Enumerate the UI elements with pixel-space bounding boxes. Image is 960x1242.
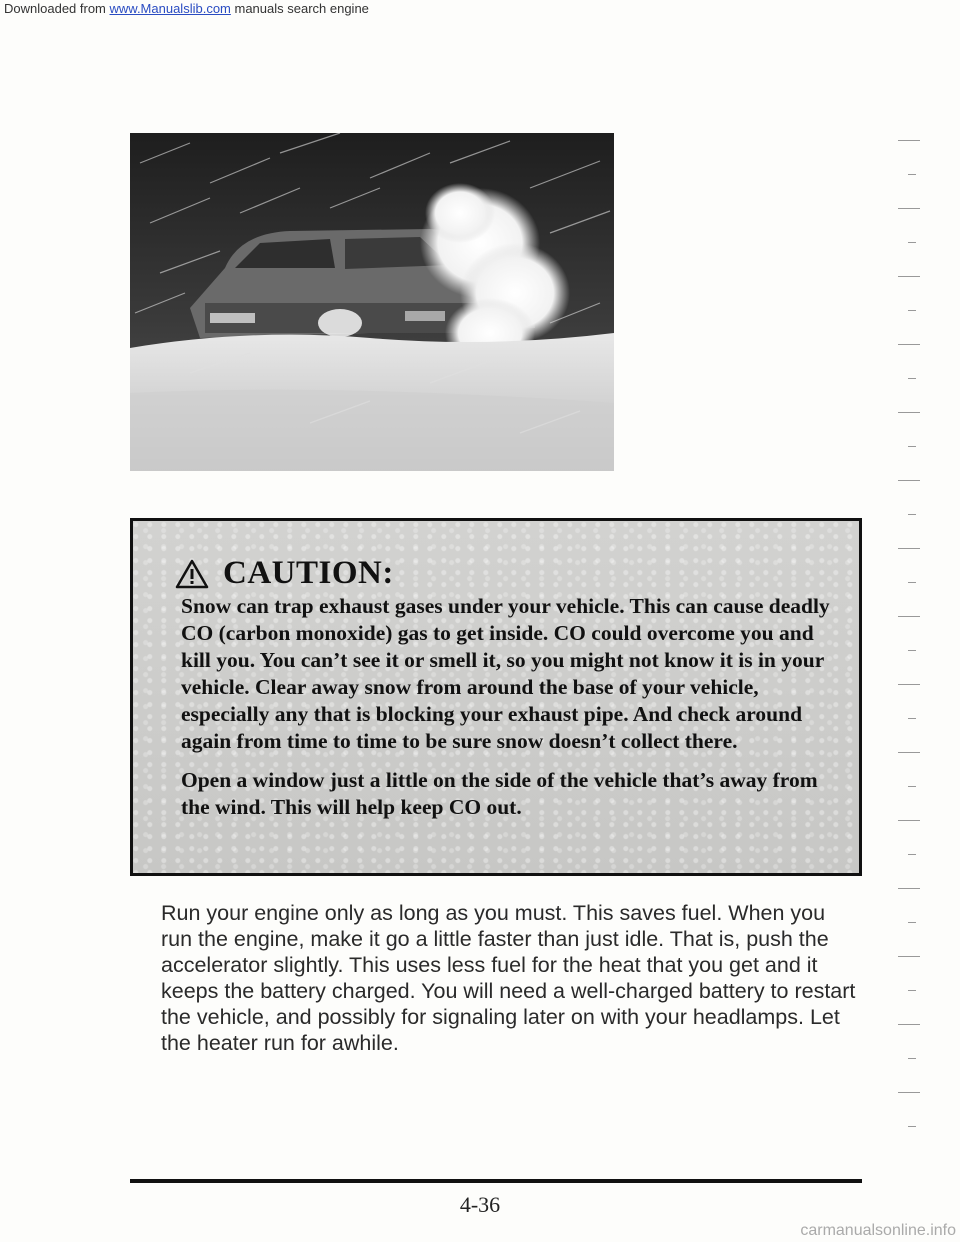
edge-tick (898, 208, 920, 209)
caution-box (130, 518, 862, 876)
edge-tick (908, 1126, 916, 1127)
download-banner (0, 0, 373, 17)
edge-tick (898, 412, 920, 413)
caution-paragraph: Snow can trap exhaust gases under your vehicle. This can cause deadly CO (carbon monoxide) gas to get inside. CO could overcome you and kill you. You can’t see it or smell it, so you might not know it is in your vehicle. Clear away snow from around the base of your vehicle, especially any that is blocking your exhaust pipe. And check around again from time to time to be sure snow doesn’t collect there. (181, 594, 830, 753)
edge-tick (908, 242, 916, 243)
body-text (161, 900, 861, 1056)
manualslib-link[interactable]: www.Manualslib.com (109, 1, 231, 16)
edge-tick (908, 650, 916, 651)
edge-tick (908, 514, 916, 515)
caution-body (181, 593, 831, 833)
page-number: 4-36 (459, 1192, 501, 1217)
caution-header (175, 555, 394, 592)
edge-tick (898, 140, 920, 141)
banner-prefix: Downloaded from (4, 1, 110, 16)
edge-tick (908, 786, 916, 787)
edge-tick (908, 174, 916, 175)
edge-tick (898, 752, 920, 753)
edge-tick (898, 1024, 920, 1025)
edge-tick (908, 990, 916, 991)
caution-paragraph: Open a window just a little on the side of the vehicle that’s away from the wind. This will help keep CO out. (181, 768, 818, 819)
edge-tick (898, 888, 920, 889)
edge-tick (898, 616, 920, 617)
edge-tick (898, 276, 920, 277)
warning-triangle-icon (175, 559, 209, 589)
edge-tick (908, 582, 916, 583)
edge-tick (908, 1058, 916, 1059)
edge-tick (898, 820, 920, 821)
banner-suffix: manuals search engine (230, 1, 369, 16)
caution-title: CAUTION: (223, 555, 394, 591)
car-in-snow-photo (130, 133, 614, 471)
edge-tick (908, 718, 916, 719)
footer-rule (130, 1179, 862, 1183)
edge-tick (908, 446, 916, 447)
edge-tick (908, 922, 916, 923)
body-paragraph: Run your engine only as long as you must. This saves fuel. When you run the engine, make it go a little faster than just idle. That is, push the accelerator slightly. This uses less fuel for the heat that you get and it keeps the battery charged. You will need a well-charged battery to restart the vehicle, and possibly for signaling later on with your headlamps. Let the heater run for awhile. (161, 901, 856, 1055)
edge-tick (908, 854, 916, 855)
edge-tick (898, 1092, 920, 1093)
edge-tick (908, 378, 916, 379)
edge-tick (898, 480, 920, 481)
edge-tick (898, 548, 920, 549)
edge-tick (898, 956, 920, 957)
edge-tick (908, 310, 916, 311)
edge-tick (898, 344, 920, 345)
footer-watermark: carmanualsonline.info (800, 1222, 956, 1239)
edge-tick (898, 684, 920, 685)
edge-ticks (880, 140, 920, 1140)
